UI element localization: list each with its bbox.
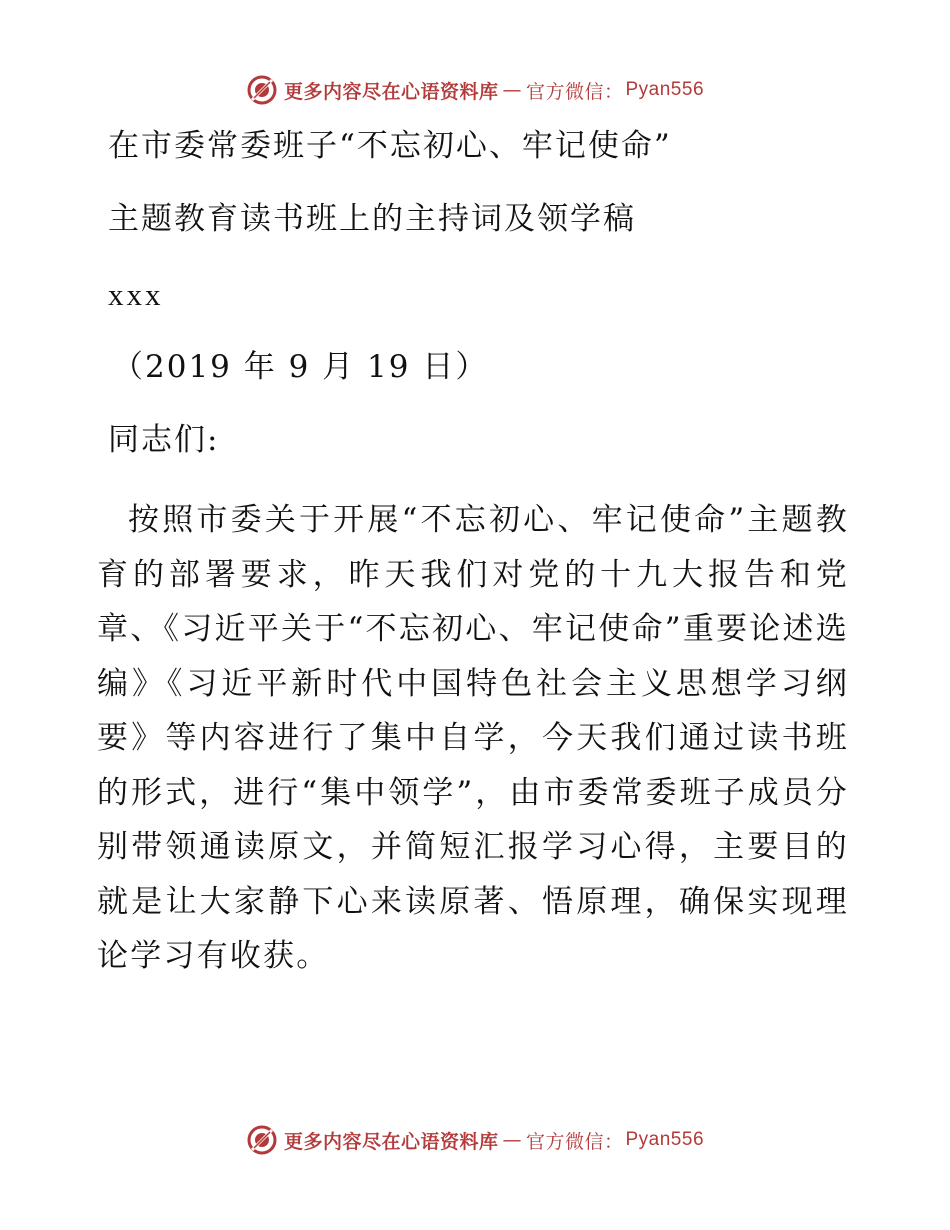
watermark-main-text: 更多内容尽在心语资料库 (283, 1130, 499, 1153)
watermark-dash: — (502, 1129, 522, 1151)
watermark-sub-text: 官方微信： (525, 1130, 624, 1153)
footer-watermark (0, 1120, 950, 1160)
watermark-id: Pyan556 (625, 79, 705, 100)
watermark-sub-text: 官方微信： (525, 80, 624, 103)
watermark-id: Pyan556 (625, 1129, 705, 1150)
document-paragraph: 按照市委关于开展“不忘初心、牢记使命”主题教育的部署要求，昨天我们对党的十九大报告和党章、《习近平关于“不忘初心、牢记使命”重要论述选编》《习近平新时代中国特色社会主义思想学习纲要》等内容进行了集中自学，今天我们通过读书班的形式，进行“集中领学”，由市委常委班子成员分别带领通读原文，并简短汇报学习心得，主要目的就是让大家静下心来读原著、悟原理，确保实现理论学习有收获。 (97, 502, 849, 974)
document-salutation: 同志们: (108, 422, 220, 458)
logo-icon (246, 1124, 278, 1156)
document-title-line-2: 主题教育读书班上的主持词及领学稿 (108, 201, 636, 237)
header-watermark (0, 70, 950, 110)
document-date: （2019 年 9 月 19 日） (112, 349, 489, 385)
logo-icon (246, 74, 278, 106)
watermark-dash: — (502, 79, 522, 101)
watermark-main-text: 更多内容尽在心语资料库 (283, 80, 499, 103)
document-author: xxx (108, 277, 164, 312)
document-title-line-1: 在市委常委班子“不忘初心、牢记使命” (108, 128, 672, 164)
